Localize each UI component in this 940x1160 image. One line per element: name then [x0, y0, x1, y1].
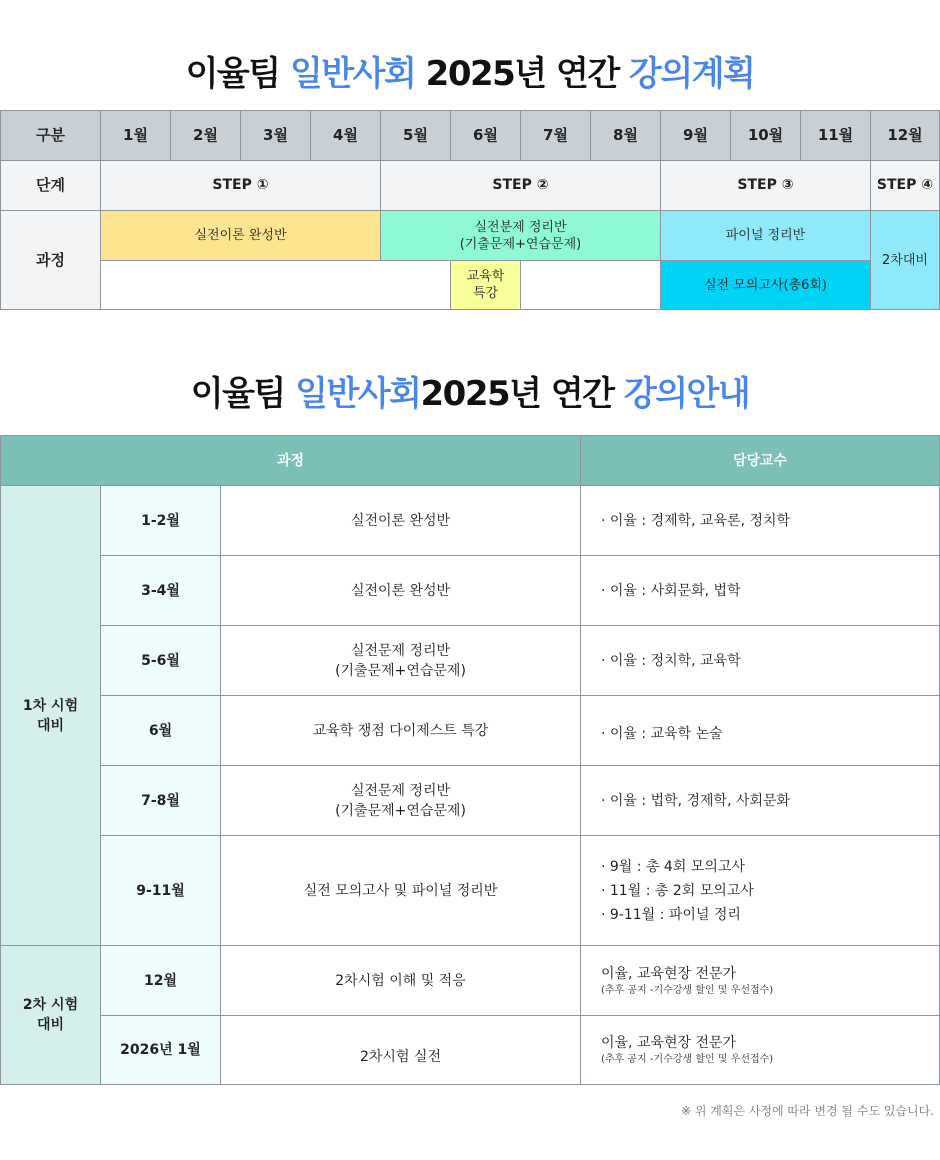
course-subtext: (기출문제+연습문제)	[335, 802, 466, 819]
course-label: 과정	[0, 210, 101, 310]
month-header: 1월	[100, 110, 171, 161]
professor-cell	[580, 695, 940, 766]
plan-title-part: 이율팀	[185, 54, 290, 94]
plan-header-label: 구분	[0, 110, 101, 161]
course-cell	[220, 485, 581, 556]
guide-header-course: 과정	[0, 435, 581, 486]
professor-cell	[580, 765, 940, 836]
footnote: ※ 위 계획은 사정에 따라 변경 될 수도 있습니다.	[680, 1104, 934, 1118]
month-header: 11월	[800, 110, 871, 161]
stage-step-3: STEP ③	[660, 160, 871, 211]
month-header: 7월	[520, 110, 591, 161]
period-cell: 7-8월	[100, 765, 221, 836]
course-subtext: (기출문제+연습문제)	[335, 662, 466, 679]
professor-text: · 이율 : 법학, 경제학, 사회문화	[601, 792, 791, 809]
month-header: 12월	[870, 110, 940, 161]
guide-title	[0, 366, 940, 415]
course-cell	[220, 835, 581, 946]
course-cell	[220, 555, 581, 626]
annual-plan-table	[0, 110, 940, 310]
professor-text: 이율, 교육현장 전문가	[601, 1035, 737, 1051]
professor-cell	[580, 945, 940, 1016]
guide-title-highlight: 강의안내	[623, 374, 750, 414]
professor-cell	[580, 555, 940, 626]
course-cell	[220, 1015, 581, 1085]
month-header: 9월	[660, 110, 731, 161]
group-first-exam	[0, 485, 101, 946]
plan-title-part: 2025년 연간	[415, 54, 630, 94]
plan-title-subject: 일반사회	[289, 54, 416, 94]
course-cell	[220, 625, 581, 696]
course-cell	[220, 765, 581, 836]
stage-label: 단계	[0, 160, 101, 211]
period-cell: 5-6월	[100, 625, 221, 696]
course-education-special	[450, 260, 521, 310]
stage-step-2: STEP ②	[380, 160, 661, 211]
professor-note: (추후 공지 -기수강생 할인 및 우선접수)	[601, 984, 774, 996]
course-text: 실전이론 완성반	[350, 582, 451, 599]
course-cell	[220, 695, 581, 766]
course-education-line: 특강	[472, 286, 499, 301]
guide-title-part: 2025년 연간	[420, 374, 624, 414]
lecture-guide-table	[0, 435, 940, 1085]
course-text: 실전 모의고사 및 파이널 정리반	[303, 882, 498, 899]
professor-text: · 이율 : 교육학 논술	[601, 725, 723, 742]
professor-cell	[580, 1015, 940, 1085]
professor-cell	[580, 625, 940, 696]
course-cell	[220, 945, 581, 1016]
guide-header-professor: 담당교수	[580, 435, 940, 486]
period-cell: 3-4월	[100, 555, 221, 626]
stage-step-1: STEP ①	[100, 160, 381, 211]
month-header: 10월	[730, 110, 801, 161]
group-label-line: 대비	[36, 717, 65, 734]
course-text: 실전문제 정리반	[350, 642, 451, 659]
professor-cell	[580, 835, 940, 946]
professor-text: · 11월 : 총 2회 모의고사	[601, 882, 754, 899]
group-label-line: 대비	[36, 1017, 65, 1033]
empty-cell	[520, 260, 661, 310]
month-header: 8월	[590, 110, 661, 161]
course-text: 2차시험 실전	[360, 1049, 441, 1065]
course-theory: 실전이론 완성반	[100, 210, 381, 261]
stage-step-4: STEP ④	[870, 160, 940, 211]
course-text: 실전이론 완성반	[350, 512, 451, 529]
course-text: 실전문제 정리반	[350, 782, 451, 799]
course-problems	[380, 210, 661, 261]
course-second-exam: 2차대비	[870, 210, 940, 310]
period-cell: 1-2월	[100, 485, 221, 556]
plan-title	[0, 46, 940, 95]
professor-text: · 이율 : 사회문화, 법학	[601, 582, 741, 599]
course-problems-line: 실전분제 정리반	[474, 219, 567, 235]
group-second-exam	[0, 945, 101, 1085]
course-text: 2차시험 이해 및 적응	[335, 972, 466, 989]
professor-note: (추후 공지 -기수강생 할인 및 우선접수)	[601, 1054, 774, 1065]
course-text: 교육학 쟁점 다이제스트 특강	[312, 722, 489, 739]
guide-title-part: 이율팀	[190, 374, 296, 414]
professor-text: · 이율 : 정치학, 교육학	[601, 652, 741, 669]
professor-cell	[580, 485, 940, 556]
month-header: 5월	[380, 110, 451, 161]
period-cell: 6월	[100, 695, 221, 766]
course-final: 파이널 정리반	[660, 210, 871, 261]
month-header: 4월	[310, 110, 381, 161]
course-problems-line: (기출문제+연습문제)	[459, 236, 582, 252]
professor-text: · 이율 : 경제학, 교육론, 정치학	[601, 512, 791, 529]
group-label-line: 2차 시험	[22, 997, 79, 1013]
course-mock-exam: 실전 모의고사(총6회)	[660, 260, 871, 310]
group-label-line: 1차 시험	[22, 697, 79, 714]
professor-text: · 9-11월 : 파이널 정리	[601, 906, 741, 923]
guide-title-subject: 일반사회	[295, 374, 421, 414]
month-header: 2월	[170, 110, 241, 161]
period-cell: 12월	[100, 945, 221, 1016]
professor-text: 이율, 교육현장 전문가	[601, 965, 737, 982]
plan-title-highlight: 강의계획	[629, 54, 755, 94]
empty-cell	[100, 260, 451, 310]
period-cell: 9-11월	[100, 835, 221, 946]
professor-text: · 9월 : 총 4회 모의고사	[601, 858, 745, 875]
course-education-line: 교육학	[466, 269, 505, 284]
month-header: 6월	[450, 110, 521, 161]
period-cell: 2026년 1월	[100, 1015, 221, 1085]
month-header: 3월	[240, 110, 311, 161]
